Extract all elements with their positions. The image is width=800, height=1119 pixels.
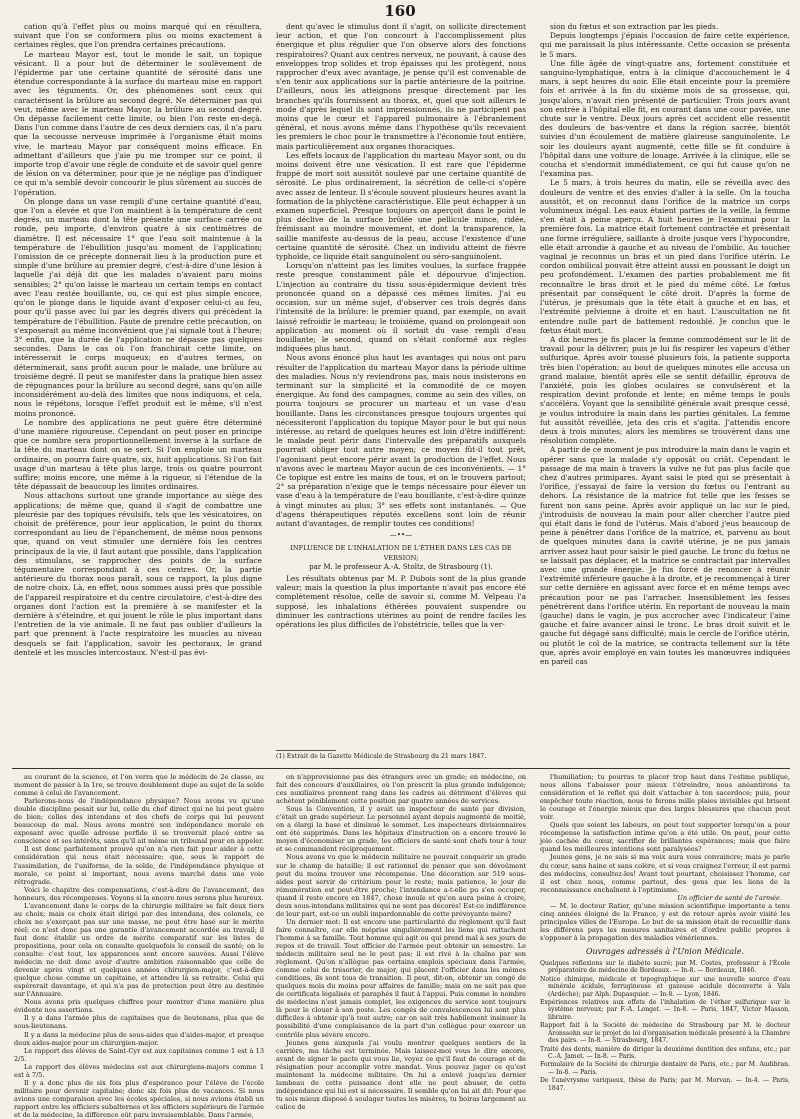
paragraph: cation qu'à l'effet plus ou moins marqué qui en résultera, suivant que l'on se conformera plus ou moins exactement à certaines règles, que l'on prendra certaines précautions. <box>14 22 262 50</box>
paragraph: L'avancement dans le corps de la chirurgie militaire se fait deux tiers au choix; mais ce choix était dirigé par des intendans, des colonels, ce choix ne s'exerçant pas sur une masse, ne peut être basé sur le mérite réel; ce n'est donc pas une garantie d'avancement accordée au travail; il faut donc établir un ordre de mérite comparatif sur les listes de propositions, pour cela on consulte quelquefois le conseil de santé; on le consulte: c'est tout, les apparences sont encore sauvées. Aussi l'élève médecin ne doit donc avoir d'autre ambition raisonnable que celle de devenir après vingt et quelques années chirurgien-major, c'est-à-dire quelque chose comme un capitaine, et attendre là sa retraite. Celui qui espérerait davantage, et qui n'a pas de protection peut être au destinée sur l'Annuaire. <box>14 901 264 999</box>
paragraph: Le marteau Mayor est, tout le monde le sait, un topique vésicant. Il a pour but de déterminer le soulèvement de l'épiderme par une certaine quantité de sérosité dans une étendue correspondante à la surface du marteau mise en rapport avec les téguments. Or, des phénomènes sont ceux qui caractérisent la brûlure au second degré. Ne déterminer pas qui veut, même avec le marteau Mayor, la brûlure au second degré. On dépasse facilement cette limite, ou bien l'on reste en-deçà. Dans l'un comme dans l'autre de ces deux derniers cas, il n'a paru que la secousse nerveuse imprimée à l'organisme était moins vive, le marteau Mayor par conséquent moins efficace. En admettant d'ailleurs que j'aie pu me tromper sur ce point, il importe trop d'avoir une règle de conduite et de savoir quel genre de lésion on va déterminer, pour que je ne néglige pas d'indiquer ce qui m'a semblé devoir concourir le plus sûrement au succès de l'opération. <box>14 49 262 197</box>
paragraph: A dix heures je fis placer la femme commodément sur le lit de travail pour la délivrer; puis je lui fis respirer les vapeurs d'éther sulfurique. Après avoir toussé plusieurs fois, la patiente supporta très bien l'opération; au bout de quelques minutes elle accusa un grand malaise, bientôt après elle se sentit défaillir, éprouva de l'anxiété, puis les globes oculaires se convulsèrent et la respiration devint profonde et lente; en même temps le pouls s'accéléra. Voyant que la sensibilité générale avait presque cessé, je voulus introduire la main dans les parties génitales. La femme fut aussitôt réveillée, jeta des cris et s'agita. J'attendis encore deux à trois minutes; alors les membres se trouvèrent dans une résolution complète. <box>540 334 790 446</box>
paragraph: De l'anévrysme variqueux, thèse de Paris; par M. Morvan. — In-4. — Paris, 1847. <box>540 1077 790 1092</box>
paragraph: Jeunes gens, je ne sais si ma voix aura vous convaincre; mais je parle du cœur, sans haine et sans colère, et si vous craignez l'erreur, il est parmi des médecins, consultez-les! Avant tout pourtant, choisissez l'homme, car il est chez nous, comme partout, des gens que les liens de la reconnaissance enchaînent à l'optimisme. <box>540 853 790 894</box>
upper-column-3 <box>540 22 790 764</box>
paragraph: Voici le chapitre des compensations, c'est-à-dire de l'avancement, des honneurs, des récompenses. Voyons si la encore nous serons plus heureux. <box>14 885 264 902</box>
paragraph: Nous avons énoncé plus haut les avantages qui nous ont paru résulter de l'application du marteau Mayor dans la période ultime des maladies. Nous n'y reviendrons pas, mais nous insisterons en terminant sur la simplicité et la commodité de ce moyen énergique. Au fond des campagnes, comme au sein des villes, on pourra toujours se procurer un marteau et un vase d'eau bouillante. Dans les circonstances presque toujours urgentes qui nécessiteront l'application du topique Mayor pour le but qui nous intéresse, au retard de quelques heures est loin d'être indifférent: le malade peut périr dans l'intervalle des préparatifs auxquels pourrait obliger tout autre moyen; ce moyen fût-il tout prêt, l'agonisant peut encore périr avant la production de l'effet. Nous n'avons avec le marteau Mayor aucun de ces inconvénients. — 1° Ce topique est entre les mains de tous, et on le trouvera partout; 2° sa préparation n'exige que le temps nécessaire pour élever un vase d'eau à la température de l'eau bouillante, c'est-à-dire quinze à vingt minutes au plus; 3° ses effets sont instantanés. — Que d'agens thérapeutiques réputés excellens sont loin de réunir autant d'avantages, de remplir toutes ces conditions! <box>276 353 526 528</box>
paragraph: on n'approvisionne pas des étrangers avec un grade; en médecine, on fait des concours d'auxiliaires, où l'on prescrit la plus grande indulgence; ces auxiliaires prennent rang dans les cadres au détriment d'élèves qui achètent péniblement cette position par quatre années de services. <box>276 773 526 806</box>
paragraph: l'humiliation; tu pourras te placer trop haut dans l'estime publique, nous allons t'abaisser pour mieux t'étreindre, nous anéantirons ta considération et le reflet qui doit s'attacher à ton sacerdoce; puis, pour empêcher toute réaction, nous te ferons mille plaies invisibles qui brisent le courage et l'énergie mieux que des larges blessures que chacun peut voir. <box>540 773 790 822</box>
upper-column-1 <box>14 22 262 764</box>
lower-column-3 <box>540 773 790 1113</box>
ouvrages-heading: Ouvrages adressés à l'Union Médicale. <box>585 946 745 956</box>
paragraph: — M. le docteur Ratier, qu'une mission scientifique importante a tenu cinq années éloigné de la France, y est de retour après avoir visité les principales villes de l'Europe. Le but de sa mission était de recueillir dans les différens pays les mesures sanitaires et d'ordre public propres à s'opposer à la propagation des maladies vénériennes. <box>540 901 790 942</box>
article-heading: INFLUENCE DE L'INHALATION DE L'ÉTHER DANS LES CAS DE VERSION; <box>290 544 512 562</box>
paragraph: Les effets locaux de l'application du marteau Mayor sont, ou du moins doivent être une vésication. Il est rare que l'épiderme frappé de mort soit aussitôt soulevé par une certaine quantité de sérosité. Le plus ordinairement, la sécrétion de celle-ci s'opère avec assez de lenteur. Il s'écoule souvent plusieurs heures avant la formation de la phlyctène caractéristique. Elle peut échapper à un examen superficiel. Presque toujours on aperçoit dans le point le plus déclive de la surface brûlée une pellicule mince, ridée, frémissant au moindre mouvement, et dont la transparence, la saillie manifeste au-dessus de la peau, accuse l'existence d'une certaine quantité de sérosité. Chez un individu atteint de fièvre typhoïde, ce liquide était sanguinolent ou séro-sanguinolent. <box>276 150 526 262</box>
section-divider <box>12 768 790 769</box>
paragraph: Les résultats obtenus par M. P. Dubois sont de la plus grande valeur; mais la question la plus importante n'avait pas encore été complètement résolue, celle de savoir si, comme M. Velpeau l'a supposé, les inhalations éthérées pouvaient suspendre ou diminuer les contractions utérines au point de rendre faciles les opérations les plus difficiles de l'obstétricie, telles que la ver- <box>276 573 526 629</box>
paragraph: Le rapport des élèves de Saint-Cyr est aux capitaines comme 1 est à 13 2/5. <box>14 1046 264 1063</box>
paragraph: Parlerons-nous de l'indépendance physique? Nous avons vu qu'une double discipline pesait sur lui, celle du chef direct qui ne lui peut guère de bien; celles des intendans et des chefs de corps qui lui peuvent beaucoup de mal. Nous avons montré son indépendance morale en exposant avec quelle adresse perfide il se trouverait placé entre sa conscience et ses intérêts, sans qu'il ait même un tribunal pour en appeler. <box>14 797 264 846</box>
paragraph: Il y a donc plus de six fois plus d'espérance pour l'élève de l'école militaire pour devenir capitaine; donc six fois plus de vacances. Si nous avions une comparaison avec les écoles spéciales, si nous avions établi un rapport entre les officiers subalternes et les officiers supérieurs de l'armée et de la médecine, la différence eût paru invraisemblable. Dans l'armée, <box>14 1078 264 1119</box>
paragraph: Jeunes gens auxquels j'ai voulu montrer quelques sentiers de la carrière, ma tâche est terminée. Mais laissez-moi vous le dire encore, avant de signer le pacte qui vous lie, voyez ce qu'il faut de courage et de résignation pour accomplir votre mandat. Vous pouvez juger ce qu'est maintenant la médecine militaire. On lui a enlevé jusqu'au dernier lambeau de cette puissance dont elle ne peut abuser, de cette indépendance qui lui est si nécessaire. Il semble qu'on lui ait dit: Pour que tu sois mieux disposé à soulager toutes les misères, tu boiras largement au calice de <box>276 1038 526 1111</box>
paragraph: Depuis longtemps j'épiais l'occasion de faire cette expérience, qui me paraissait la plus intéressante. Cette occasion se présenta le 5 mars. <box>540 31 790 59</box>
footnote: (1) Extrait de la Gazette Médicale de Strasbourg du 21 mars 1847. <box>276 753 487 760</box>
lower-column-1 <box>14 773 264 1119</box>
upper-column-2 <box>276 22 526 764</box>
upper-column-2-article <box>276 574 526 629</box>
paragraph: Le rapport des élèves médecins est aux chirurgiens-majors comme 1 est à 7/5. <box>14 1062 264 1079</box>
page-number: 160 <box>384 2 416 20</box>
paragraph: On plonge dans un vase rempli d'une certaine quantité d'eau, que l'on a élevée et que l'on maintient à la température de cent degrés, un marteau dont la tête présente une surface carrée ou ronde, peu importe, d'environ quatre à six centimètres de diamètre. Il est nécessaire 1° que l'eau soit maintenue à la température de l'ébullition jusqu'au moment de l'application; l'omission de ce précepte donnerait lieu à la production pure et simple d'une brûlure au premier degré, c'est-à-dire d'une lésion à laquelle j'ai déjà dit que les malades n'avaient paru moins sensibles; 2° qu'on laisse le marteau un certain temps en contact avec l'eau restée bouillante, ou, ce qui est plus simple encore, qu'on le plonge dans le liquide avant d'exposer celui-ci au feu, pour qu'il passe avec lui par les degrés divers qui précèdent la température de l'ébullition. Faute de prendre cette précaution, on s'exposerait au même inconvénient que j'ai signalé tout à l'heure; 3° enfin, que la durée de l'application ne dépasse pas quelques secondes. Dans le cas où l'on franchirait cette limite, on intéresserait le corps muqueux; en d'autres termes, on déterminerait, sans profit aucun pour le malade, une brûlure au troisième degré. Il peut se manifester dans la pratique bien assez de répugnances pour la brûlure au second degré, sans qu'on aille inconsidérément au-delà des limites que nous indiquons, et cela, nous le répétons, lorsque l'effet produit est le même, s'il n'est moins prononcé. <box>14 196 262 418</box>
paragraph: sion du fœtus et son extraction par les pieds. <box>550 22 719 31</box>
lower-column-3-news <box>540 902 790 942</box>
article-byline: par M. le professeur A.-A. Stoltz, de Strasbourg (1). <box>309 562 493 571</box>
paragraph: Lorsqu'on n'atteint pas les limites voulues, la surface frappée reste presque constamment pâle et dépourvue d'injection. L'injection au contraire du tissu sous-épidermique devient très prononcée quand on a dépassé ces mêmes limites. J'ai eu occasion, sur un même sujet, d'observer ces trois degrés dans l'intensité de la brûlure: le premier quand, par exemple, on avait laissé refroidir le marteau; le troisième, quand on prolongeait son application au moment où il sortait du vase rempli d'eau bouillante; le second, quand on s'était conformé aux règles indiquées plus haut. <box>276 261 526 354</box>
paragraph: Expériences relatives aux effets de l'inhalation de l'éther sulfurique sur le système nerveux; par F.-A. Longet. — In-8. — Paris, 1847, Victor Masson, libraire. <box>540 999 790 1021</box>
paragraph: Sous la Convention, il y avait un inspecteur de santé par division, c'était un grade supérieur. Le personnel ayant depuis augmenté de moitié, on a élargi la base et diminué le sommet. Les inspecteurs divisionnaires ont été supprimés. Dans les hôpitaux d'instruction on a encore trouvé le moyen d'économiser un grade, les officiers de santé sont chefs tour à tour et se commandent réciproquement. <box>276 805 526 854</box>
paragraph: Il est donc parfaitement prouvé qu'on n'a rien fait pour aider à cette considération qui nous était nécessaire; que, sous le rapport de l'assimilation, de l'uniforme, de la solde, de l'indépendance physique et morale, ce point si important, nous avons marché dans une voie rétrograde. <box>14 845 264 886</box>
paragraph: Nous attachons surtout une grande importance au siège des applications; de même que, quand il s'agit de combattre une pleurésie par des topiques révulsifs, tels que les vésicatoires, on choisit de préférence, pour leur application, le point du thorax correspondant au lieu de l'épanchement, de même nous pensons que, quand on veut stimuler une dernière fois les centres principaux de la vie, il faut autant que possible, dans l'application des stimulans, se rapprocher des points de la surface tégumentaire correspondant à ces centres. Or, la partie antérieure du thorax nous paraît, sous ce rapport, la plus digne de notre choix. Là, en effet, nous sommes aussi près que possible de l'appareil respiratoire et du centre circulatoire, c'est-à-dire des organes dont l'action est la première à se manifester et la dernière à s'éteindre, et qui jouent le rôle le plus important dans l'entretien de la vie animale. Il ne faut pas oublier d'ailleurs la part que prennent à l'acte respiratoire les muscles au niveau desquels se fait l'application, savoir les pectoraux, le grand dentelé et les muscles intercostaux. N'est-il pas évi- <box>14 491 262 657</box>
signature: Un officier de santé de l'armée. <box>677 893 782 902</box>
paragraph: Formulaire de la Société de chirurgie dentaire de Paris, etc.; par M. Audibran. — In-8. — Paris. <box>540 1061 790 1076</box>
section-separator: —••— <box>389 531 413 540</box>
paragraph: Quels que soient les labeurs, on peut tout supporter lorsqu'on a pour récompense la satisfaction intime qu'on a été utile. On peut, pour cette joie cachée du cœur, sacrifier de brillantes espérances; mais que faire quand les meilleures intentions sont paralysées? <box>540 821 790 854</box>
paragraph: Le 5 mars, à trois heures du matin, elle se réveilla avec des douleurs de ventre et des envies d'aller à la selle. On la toucha aussitôt, et on reconnut dans l'orifice de la matrice un corps volumineux inégal. Les eaux étaient parties de la veille, la femme s'en était à peine aperçu. A huit heures je l'examinai pour la première fois. La matrice était fortement contractée et présentait une forme irrégulière, saillante à droite jusque vers l'hypocondre, elle était arrondie à gauche et au niveau de l'ombilic. Au toucher vaginal je reconnus un bras et un pied dans l'orifice utérin. Le cordon ombilical pouvait être atteint aussi en poussant le doigt un peu profondément. L'examen des parties probablement me fit reconnaître le bras droit et le pied du même côté. Le fœtus présentait par conséquent le côté droit. D'après la forme de l'utérus, je présumais que la tête était à gauche et en bas, et l'extrémité pelvienne à droite et en haut. L'auscultation ne fit entendre nulle part de battement redoublé. Je conclus que le fœtus était mort. <box>540 178 790 335</box>
paragraph: Notice chimique, médicale et topographique sur une nouvelle source d'eau minérale acidule, ferrugineuse et gazeuse acidule découverte à Vals (Ardèche); par Alph. Dupasquier. — In-8. — Lyon, 1846. <box>540 975 790 998</box>
paragraph: Rapport fait à la Société de médecine de Strasbourg par M. le docteur Aronssohn sur le projet de loi d'organisation médicale présenté à la Chambre des pairs. — In-8. — Strasbourg, 1847. <box>540 1022 790 1045</box>
paragraph: Nous avons pris quelques chiffres pour montrer d'une manière plus évidente nos assertions. <box>14 998 264 1015</box>
paragraph: Il y a dans la médecine plus de sous-aides que d'aides-major, et presque deux aides-major pour un chirurgien-major. <box>14 1030 264 1047</box>
paragraph: A partir de ce moment je pus introduire la main dans le vagin et opérer sans que la malade s'y opposât ou criât. Cependant le passage de ma main à travers la vulve ne fut pas plus facile que chez d'autres primipares. Ayant saisi le pied qui se présentait à l'orifice, j'essayai de faire la version du fœtus ou l'entrant au dehors. La résistance de la matrice fut telle que les fesses se furent non sans peine. Après avoir appliqué un lac sur le pied, j'introduisis de nouveau la main pour aller chercher l'autre pied qui était dans le fond de l'utérus. Mais d'abord j'eus beaucoup de peine à pénétrer dans l'orifice de la matrice, et, parvenu au bout de quelques minutes dans la cavité utérine, je ne pus jamais arriver assez haut pour saisir le pied gauche. Le tronc du fœtus ne se laissait pas déplacer, et la matrice se contractait par intervalles avec une grande énergie. Je fus forcé de renoncer à réunir l'extrémité inférieure gauche à la droite, et je recommençai à tirer sur cette dernière en agissant avec force et en même temps avec précaution pour ne pas l'arracher. Insensiblement les fesses pénétrèrent dans l'orifice utérin. En reportant de nouveau la main (gauche) dans le vagin, je pus accrocher avec l'indicateur l'aine gauche et faire avancer ainsi le tronc. Le bras droit suivit et le gauche fut dégagé sans difficulté; mais le cercle de l'orifice utérin, ou plutôt le col de la matrice, se contracta tellement sur la tête que, après avoir employé en vain toutes les manœuvres indiquées en pareil cas <box>540 445 790 667</box>
paragraph: Quelques réflexions sur le diabète sucré; par M. Costes, professeur à l'École préparatoire de médecine de Bordeaux. — In-8. — Bordeaux, 1846. <box>540 960 790 975</box>
footnote-rule <box>276 750 336 751</box>
paragraph: au courant de la science, et l'on verra que le médecin de 2e classe, au moment de passer à la 1re, se trouve doublement dupe au sujet de la solde comme à celui de l'avancement. <box>14 773 264 798</box>
paragraph: dent qu'avec le stimulus dont il s'agit, on sollicite directement leur action, et que l'on concourt à l'accomplissement plus énergique et plus régulier que l'on observe alors des fonctions respiratoires? Quant aux centres nerveux, ne pouvant, à cause des enveloppes trop solides et trop épaisses qui les protègent, nous rapprocher d'eux avec avantage, je pense qu'il est convenable de s'en tenir aux applications sur la partie antérieure de la poitrine. D'ailleurs, nous les atteignons presque directement par les branches qu'ils fournissent au thorax, et, quel que soit ailleurs le mode d'après lequel ils sont impressionnés, ils ne participent pas moins que le cœur et l'appareil pulmonaire à l'ébranlement général, et nous avons même dans l'hypothèse qu'ils recevaient les premiers le choc pour le transmettre à l'économie tout entière, mais particulièrement aux organes thoraciques. <box>276 22 526 151</box>
paragraph: Le nombre des applications ne peut guère être déterminé d'une manière rigoureuse. Cependant on peut poser en principe que ce nombre sera proportionnellement inverse à la surface de la tête du marteau dont on se sert. Si l'on emploie un marteau ordinaire, on pourra faire quatre, six, huit applications. Si l'on fait usage d'un marteau à tête plus large, trois ou quatre pourront suffire; moins encore, une même à la rigueur, si l'étendue de la tête dépassait de beaucoup les limites ordinaires. <box>14 417 262 492</box>
ouvrages-list <box>540 960 790 1092</box>
paragraph: Traité des dents, manière de diriger la deuxième dentition des enfans, etc.; par C.-A. Jamet. — In-8. — Paris. <box>540 1045 790 1060</box>
paragraph: Il y a dans l'armée plus de capitaines que de lieutenans, plus que de sous-lieutenans. <box>14 1014 264 1031</box>
lower-column-2 <box>276 773 526 1113</box>
paragraph: Une fille âgée de vingt-quatre ans, fortement constituée et sanguino-lymphatique, entra à la clinique d'accouchement le 4 mars, à sept heures du soir. Elle était enceinte pour la première fois et arrivée à la fin du sixième mois de sa grossesse, qui, jusqu'alors, n'avait rien présenté de particulier. Trois jours avant son entrée à l'hôpital elle fit, en courant dans une cour pavée, une chute sur le ventre. Deux jours après cet accident elle ressentit des douleurs de bas-ventre et dans la région sacrée, bientôt suivies d'un écoulement de matière glaireuse sanguinolente. Le soir les douleurs ayant augmenté, cette fille se fit conduire à l'hôpital dans une voiture de louage. Arrivée à la clinique, elle se coucha et s'endormit immédiatement, ce qui fut cause qu'on ne l'examina pas. <box>540 58 790 179</box>
lower-column-3-body <box>540 773 790 894</box>
paragraph: Nous avons vu que le médecin militaire ne pouvait conquérir un grade sur le champ de bataille; il est rationnel de penser que son dévoûment peut du moins trouver une récompense. Une décoration sur 519 sous-aides peut servir de critérium pour le reste; mais patience, le jour de rémunération est peut-être proche; l'intendance a-t-elle pu s'en occuper, quand il reste encore en 1847, chose inouïe et qu'on aura peine à croire, deux sous-intendans militaires qui ne sont pas décorés! Est-ce indifférence de leur part, est-ce un oubli impardonnable de cette prévoyante mère? <box>276 853 526 918</box>
upper-column-2-body <box>276 22 526 528</box>
paragraph: Un dernier mot: Il est encore une particularité du règlement qu'il faut faire connaître, car elle méprise singulièrement les liens qui rattachent l'homme à sa famille. Tout homme qui agit ou qui prend mal à ses jours de repos et de travail. Tout officier de l'armée peut obtenir un semestre. Le médecin militaire seul ne le peut pas; il est rivé à la chaîne par son règlement. Qu'on n'allègue pas certains emplois spéciaux dans l'armée, comme celui de trésorier, de major, qui placent l'officier dans les mêmes conditions, ils sont tous de transition. Il peut, dit-on, obtenir un congé de quelques mois du moins pour affaires de famille; mais on ne sait pas que de certificats légalisés et paraphés il faut à l'appui. Puis comme le nombre de médecins n'est jamais complet, les exigences du service sont toujours là pour le clouer à son poste. Les congés de convalescences lui sont plus difficiles à obtenir qu'à tout autre; car on sait très habilement insinuer la possibilité d'une complaisance de la part d'un collègue pour exercer un contrôle plus sévère encore. <box>276 917 526 1039</box>
